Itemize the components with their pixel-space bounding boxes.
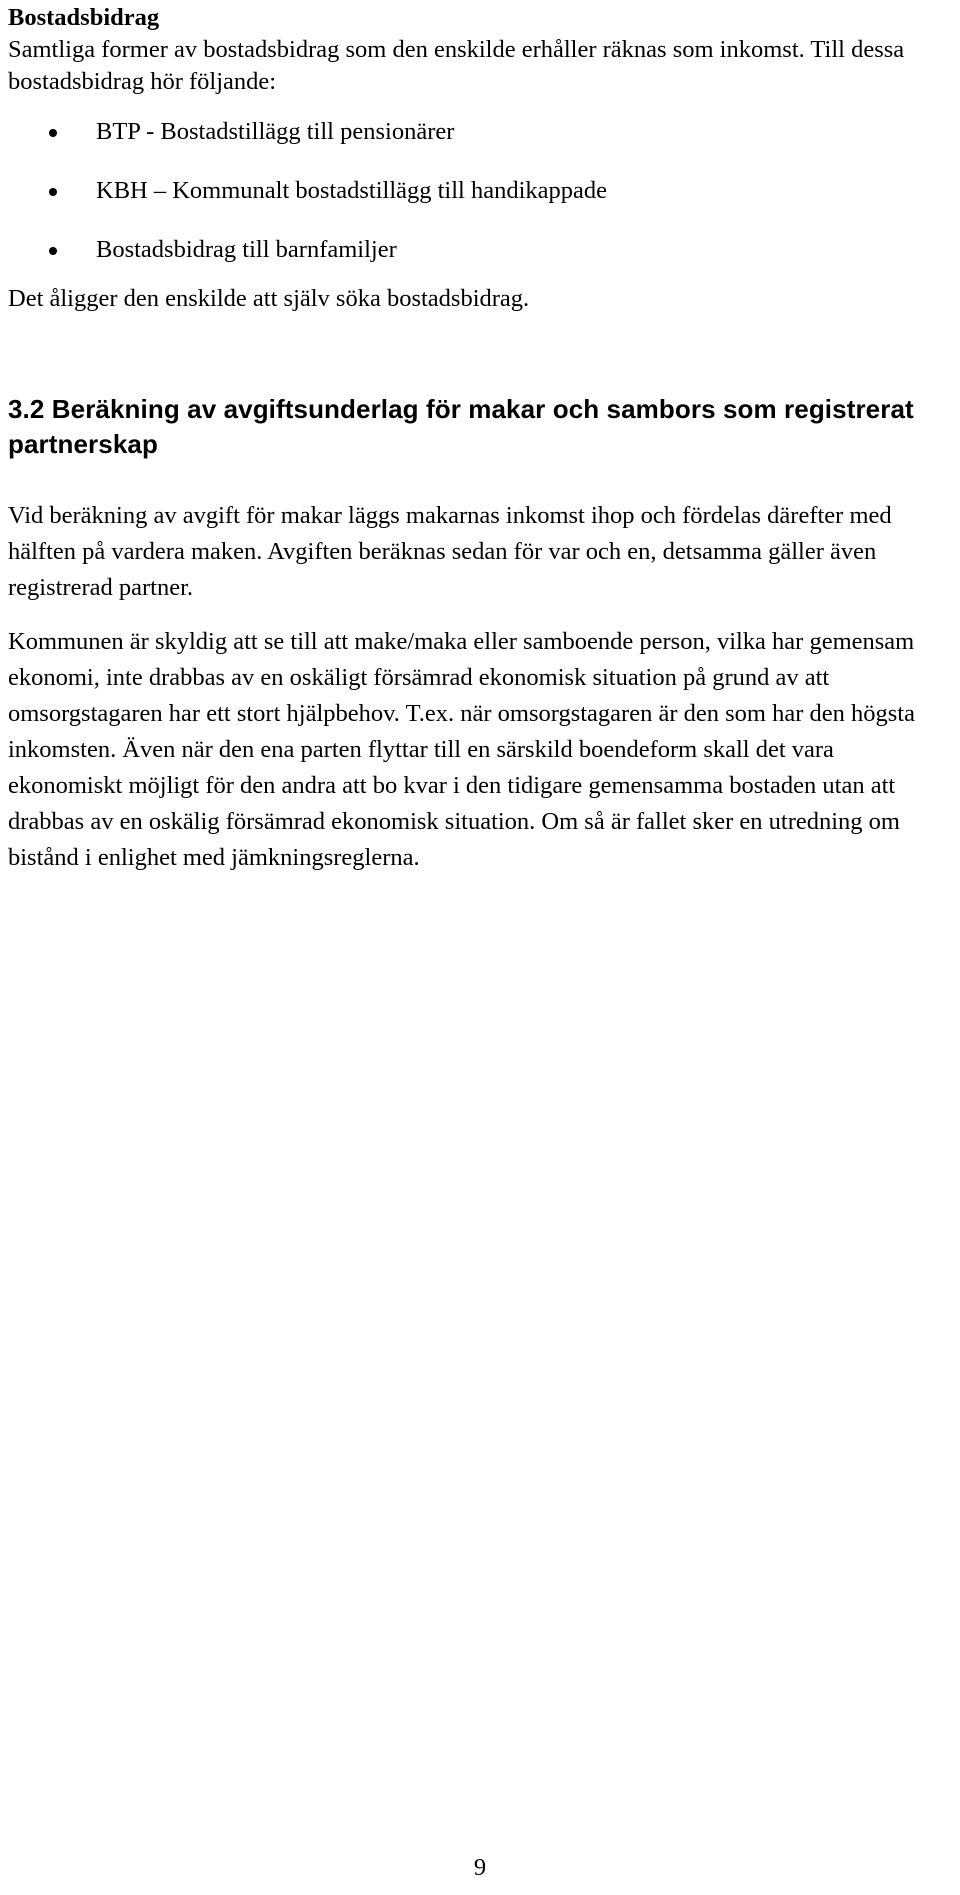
page-content	[8, 2, 954, 876]
chapter-heading: 3.2 Beräkning av avgiftsunderlag för makar och sambors som registrerat partnerskap	[8, 394, 914, 459]
list-item-text: BTP - Bostadstillägg till pensionärer	[96, 118, 455, 145]
bullet-icon	[49, 129, 57, 137]
intro-paragraph: Samtliga former av bostadsbidrag som den enskilde erhåller räknas som inkomst. Till dessa bostadsbidrag hör följande:	[8, 36, 905, 95]
bostadsbidrag-list	[8, 116, 954, 266]
body-paragraph: Kommunen är skyldig att se till att make/maka eller samboende person, vilka har gemensam ekonomi, inte drabbas av en oskäligt försämrad ekonomisk situation på grund av att omsorgstagaren har ett stort hjälpbehov. T.ex. när omsorgstagaren är den som har den högsta inkomsten. Även när den ena parten flyttar till en särskild boendeform skall det vara ekonomiskt möjligt för den andra att bo kvar i den tidigare gemensamma bostaden utan att drabbas av en oskälig försämrad ekonomisk situation. Om så är fallet sker en utredning om bistånd i enlighet med jämkningsreglerna.	[8, 628, 915, 871]
list-item-text: KBH – Kommunalt bostadstillägg till handikappade	[96, 177, 608, 204]
section-heading: Bostadsbidrag	[8, 4, 160, 31]
list-item-text: Bostadsbidrag till barnfamiljer	[96, 236, 397, 263]
list-item	[8, 175, 954, 207]
list-item	[8, 116, 954, 148]
page-number: 9	[473, 1854, 487, 1881]
list-item	[8, 234, 954, 266]
bullet-icon	[49, 247, 57, 255]
bullet-icon	[49, 188, 57, 196]
body-paragraph: Vid beräkning av avgift för makar läggs makarnas inkomst ihop och fördelas därefter med hälften på vardera maken. Avgiften beräknas sedan för var och en, detsamma gäller även registrerad partner.	[8, 502, 892, 601]
closing-sentence: Det åligger den enskilde att själv söka bostadsbidrag.	[8, 285, 530, 312]
